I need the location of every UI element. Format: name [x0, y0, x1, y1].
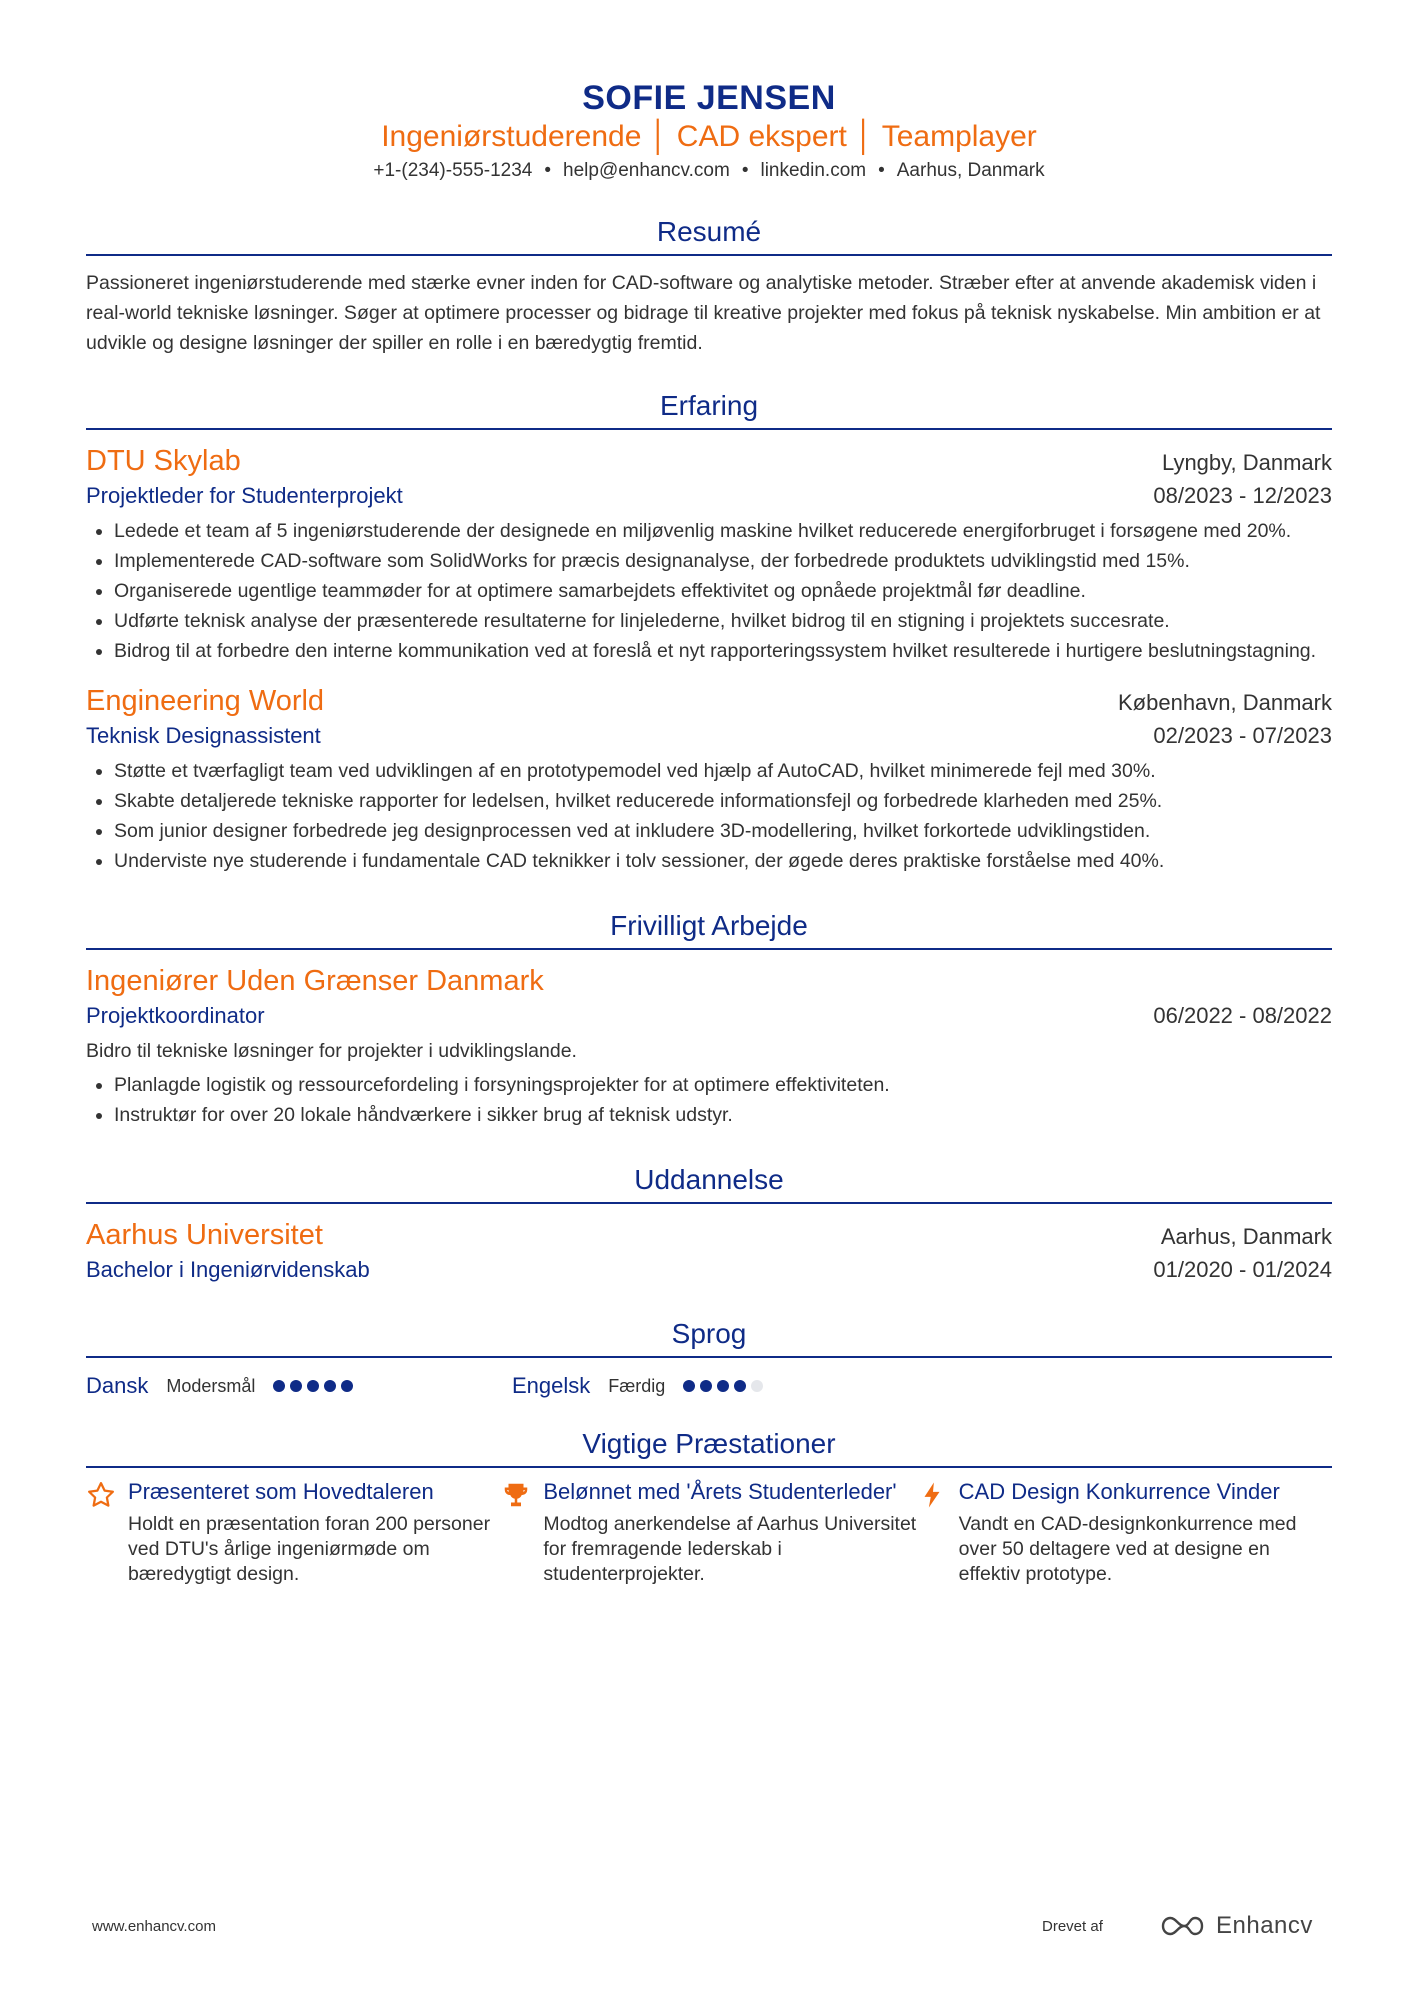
- lightning-icon: [917, 1480, 947, 1510]
- enhancv-logo-icon: [1160, 1913, 1208, 1939]
- achievement-title: Belønnet med 'Årets Studenterleder': [543, 1479, 897, 1504]
- section-title-education: Uddannelse: [86, 1162, 1332, 1204]
- degree: Bachelor i Ingeniørvidenskab: [86, 1257, 370, 1282]
- footer-url[interactable]: www.enhancv.com: [92, 1918, 216, 1935]
- section-title-volunteer: Frivilligt Arbejde: [86, 908, 1332, 950]
- section-title-experience: Erfaring: [86, 388, 1332, 430]
- contact-email[interactable]: help@enhancv.com: [563, 160, 730, 181]
- volunteer-section: [86, 908, 1332, 1130]
- contact-linkedin[interactable]: linkedin.com: [760, 160, 867, 181]
- entry-location: Aarhus, Danmark: [1160, 1224, 1332, 1249]
- language-rating: [273, 1380, 358, 1392]
- rating-dot-filled: [307, 1380, 319, 1392]
- bullet-item: • Implementerede CAD-software som SolidWorks for præcis designanalyse, der forbedrede produktets udviklingstid med 15%.: [114, 546, 1332, 576]
- rating-dot-filled: [341, 1380, 353, 1392]
- candidate-tagline: Ingeniørstuderende │ CAD ekspert │ Teamplayer: [381, 120, 1037, 153]
- rating-dot-filled: [683, 1380, 695, 1392]
- experience-entry: [86, 682, 1332, 876]
- bullet-item: • Organiserede ugentlige teammøder for at optimere samarbejdets effektivitet og opnåede projektmål før deadline.: [114, 576, 1332, 606]
- achievement-description: Holdt en præsentation foran 200 personer ved DTU's årlige ingeniørmøde om bæredygtigt design.: [128, 1513, 491, 1585]
- company-name: DTU Skylab: [86, 445, 241, 477]
- volunteer-entry: [86, 962, 1332, 1130]
- bullet-list: [86, 1070, 1332, 1130]
- star-icon: [86, 1480, 116, 1510]
- footer-powered-by: Drevet af: [1042, 1918, 1103, 1935]
- achievement-item: [86, 1478, 501, 1587]
- language-item: [512, 1373, 938, 1399]
- language-item: [86, 1373, 512, 1399]
- entry-location: Lyngby, Danmark: [1162, 450, 1332, 475]
- education-entry: [86, 1216, 1332, 1286]
- language-rating: [683, 1380, 768, 1392]
- enhancv-logo[interactable]: [1160, 1912, 1313, 1940]
- entry-dates: 08/2023 - 12/2023: [1153, 483, 1332, 508]
- rating-dot-empty: [751, 1380, 763, 1392]
- bullet-list: [86, 756, 1332, 876]
- experience-section: [86, 388, 1332, 876]
- school-name: Aarhus Universitet: [86, 1219, 323, 1251]
- achievement-item: [501, 1478, 916, 1587]
- volunteer-role: Projektkoordinator: [86, 1003, 265, 1028]
- achievement-title: CAD Design Konkurrence Vinder: [958, 1479, 1280, 1504]
- rating-dot-filled: [734, 1380, 746, 1392]
- job-role: Projektleder for Studenterprojekt: [86, 483, 403, 508]
- page-footer: [92, 1912, 1318, 1952]
- job-role: Teknisk Designassistent: [86, 723, 321, 748]
- summary-text: Passioneret ingeniørstuderende med stærke evner inden for CAD-software og analytiske metoder. Stræber efter at anvende akademisk viden i real-world tekniske løsninger. Søger at optimere processer og bidrage til kreative projekter med fokus på teknisk nyskabelse. Min ambition er at udvikle og designe løsninger der spiller en rolle i en bæredygtig fremtid.: [86, 272, 1321, 354]
- bullet-item: • Skabte detaljerede tekniske rapporter for ledelsen, hvilket reducerede informationsfejl og forbedrede klarheden med 25%.: [114, 786, 1332, 816]
- bullet-item: • Underviste nye studerende i fundamentale CAD teknikker i tolv sessioner, der øgede deres praktiske forståelse med 40%.: [114, 846, 1332, 876]
- entry-dates: 02/2023 - 07/2023: [1153, 723, 1332, 748]
- entry-dates: 06/2022 - 08/2022: [1153, 1003, 1332, 1028]
- contact-location: Aarhus, Danmark: [896, 160, 1045, 181]
- resume-header: [86, 0, 1332, 184]
- bullet-item: • Bidrog til at forbedre den interne kommunikation ved at foreslå et nyt rapporteringssystem hvilket resulterede i hurtigere beslutningstagning.: [114, 636, 1332, 666]
- section-title-achievements: Vigtige Præstationer: [86, 1426, 1332, 1468]
- experience-entry: [86, 442, 1332, 666]
- language-name: Engelsk: [512, 1373, 591, 1398]
- company-name: Engineering World: [86, 685, 325, 717]
- section-title-languages: Sprog: [86, 1316, 1332, 1358]
- trophy-icon: [501, 1480, 531, 1510]
- summary-section: [86, 214, 1332, 358]
- bullet-item: • Støtte et tværfagligt team ved udviklingen af en prototypemodel ved hjælp af AutoCAD, hvilket minimerede fejl med 30%.: [114, 756, 1332, 786]
- entry-location: København, Danmark: [1118, 690, 1332, 715]
- achievements-section: [86, 1426, 1332, 1587]
- achievement-description: Modtog anerkendelse af Aarhus Universitet for fremragende lederskab i studenterprojekter.: [543, 1513, 917, 1585]
- language-level: Modersmål: [166, 1375, 256, 1396]
- rating-dot-filled: [273, 1380, 285, 1392]
- bullet-list: [86, 516, 1332, 666]
- education-section: [86, 1162, 1332, 1286]
- language-name: Dansk: [86, 1373, 149, 1398]
- volunteer-description: Bidro til tekniske løsninger for projekter i udviklingslande.: [86, 1040, 577, 1062]
- resume-page: [86, 0, 1332, 1587]
- achievement-item: [917, 1478, 1332, 1587]
- entry-dates: 01/2020 - 01/2024: [1153, 1257, 1332, 1282]
- rating-dot-filled: [290, 1380, 302, 1392]
- bullet-separator: •: [741, 160, 749, 181]
- bullet-item: • Instruktør for over 20 lokale håndværkere i sikker brug af teknisk udstyr.: [114, 1100, 1332, 1130]
- contact-phone: +1-(234)-555-1234: [373, 160, 533, 181]
- bullet-separator: •: [544, 160, 552, 181]
- candidate-name: SOFIE JENSEN: [582, 79, 836, 117]
- footer-brand: Enhancv: [1216, 1912, 1313, 1939]
- rating-dot-filled: [324, 1380, 336, 1392]
- bullet-item: • Udførte teknisk analyse der præsenterede resultaterne for linjelederne, hvilket bidrog til en stigning i projektets succesrate.: [114, 606, 1332, 636]
- achievement-description: Vandt en CAD-designkonkurrence med over 50 deltagere ved at designe en effektiv prototype.: [958, 1513, 1297, 1585]
- bullet-separator: •: [878, 160, 885, 181]
- bullet-item: • Som junior designer forbedrede jeg designprocessen ved at inkludere 3D-modellering, hvilket forkortede udviklingstiden.: [114, 816, 1332, 846]
- rating-dot-filled: [717, 1380, 729, 1392]
- section-title-summary: Resumé: [86, 214, 1332, 256]
- contact-line: [86, 158, 1332, 184]
- language-level: Færdig: [608, 1375, 666, 1396]
- bullet-item: • Planlagde logistik og ressourcefordeling i forsyningsprojekter for at optimere effektiviteten.: [114, 1070, 1332, 1100]
- bullet-item: • Ledede et team af 5 ingeniørstuderende der designede en miljøvenlig maskine hvilket reducerede energiforbruget i forsøgene med 20%.: [114, 516, 1332, 546]
- organization-name: Ingeniører Uden Grænser Danmark: [86, 965, 544, 997]
- languages-section: [86, 1316, 1332, 1404]
- rating-dot-filled: [700, 1380, 712, 1392]
- achievement-title: Præsenteret som Hovedtaleren: [128, 1479, 434, 1504]
